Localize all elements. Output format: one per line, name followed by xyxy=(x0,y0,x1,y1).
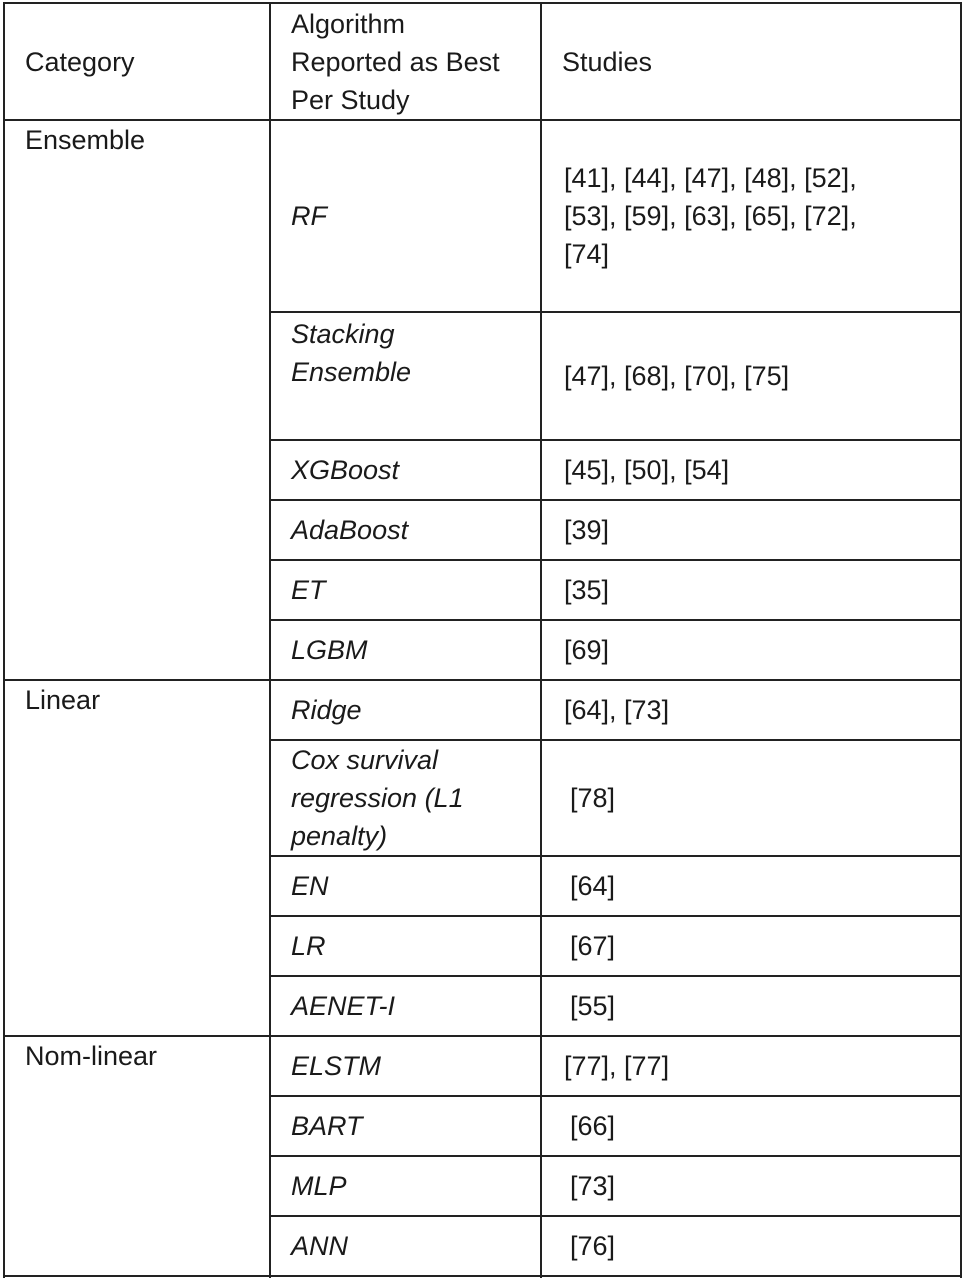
algorithm-cell: XGBoost xyxy=(291,455,400,485)
grid-line xyxy=(269,619,962,621)
studies-cell: [67] xyxy=(570,931,616,961)
header-algorithm-line-2: Reported as Best xyxy=(291,47,500,77)
studies-cell: [45], [50], [54] xyxy=(564,455,730,485)
algorithm-cell: MLP xyxy=(291,1171,347,1201)
algorithm-cell: BART xyxy=(291,1111,363,1141)
grid-line xyxy=(960,2,962,1278)
studies-cell: [64], [73] xyxy=(564,695,670,725)
grid-line xyxy=(269,1095,962,1097)
algorithm-cell: Ridge xyxy=(291,695,362,725)
category-linear: Linear xyxy=(25,685,101,715)
grid-line xyxy=(269,439,962,441)
grid-line xyxy=(269,739,962,741)
algorithm-cell: ANN xyxy=(291,1231,349,1261)
studies-cell: [74] xyxy=(564,239,610,269)
algorithm-cell: AENET-I xyxy=(291,991,396,1021)
header-category: Category xyxy=(25,47,135,77)
studies-cell: [69] xyxy=(564,635,610,665)
studies-cell: [77], [77] xyxy=(564,1051,670,1081)
studies-cell: [78] xyxy=(570,783,616,813)
category-nonlinear: Nom-linear xyxy=(25,1041,158,1071)
studies-cell: [41], [44], [47], [48], [52], xyxy=(564,163,857,193)
header-algorithm-line-1: Algorithm xyxy=(291,9,406,39)
grid-line xyxy=(540,2,542,1278)
studies-cell: [53], [59], [63], [65], [72], xyxy=(564,201,857,231)
algorithm-cell: Cox survival xyxy=(291,745,439,775)
studies-cell: [47], [68], [70], [75] xyxy=(564,361,790,391)
grid-line xyxy=(269,311,962,313)
studies-cell: [39] xyxy=(564,515,610,545)
studies-cell: [76] xyxy=(570,1231,616,1261)
grid-line xyxy=(269,975,962,977)
algorithm-cell: AdaBoost xyxy=(291,515,409,545)
grid-line xyxy=(269,2,271,1278)
algorithm-cell: ET xyxy=(291,575,326,605)
grid-line xyxy=(3,1035,962,1037)
studies-cell: [35] xyxy=(564,575,610,605)
algorithm-cell: RF xyxy=(291,201,327,231)
grid-line xyxy=(3,119,962,121)
grid-line xyxy=(3,679,962,681)
grid-line xyxy=(269,855,962,857)
header-studies: Studies xyxy=(562,47,653,77)
algorithm-cell: Stacking xyxy=(291,319,395,349)
category-ensemble: Ensemble xyxy=(25,125,146,155)
grid-line xyxy=(3,2,962,4)
algorithm-cell: EN xyxy=(291,871,329,901)
studies-cell: [66] xyxy=(570,1111,616,1141)
algorithm-cell: LGBM xyxy=(291,635,368,665)
grid-line xyxy=(3,2,5,1278)
grid-line xyxy=(269,499,962,501)
algorithm-cell: penalty) xyxy=(291,821,388,851)
grid-line xyxy=(3,1275,962,1277)
grid-line xyxy=(269,1215,962,1217)
studies-cell: [64] xyxy=(570,871,616,901)
grid-line xyxy=(269,915,962,917)
algorithm-cell: regression (L1 xyxy=(291,783,464,813)
grid-line xyxy=(269,1155,962,1157)
algorithm-cell: ELSTM xyxy=(291,1051,382,1081)
grid-line xyxy=(269,559,962,561)
algorithm-cell: Ensemble xyxy=(291,357,412,387)
studies-cell: [55] xyxy=(570,991,616,1021)
algorithm-cell: LR xyxy=(291,931,326,961)
header-algorithm-line-3: Per Study xyxy=(291,85,410,115)
studies-cell: [73] xyxy=(570,1171,616,1201)
